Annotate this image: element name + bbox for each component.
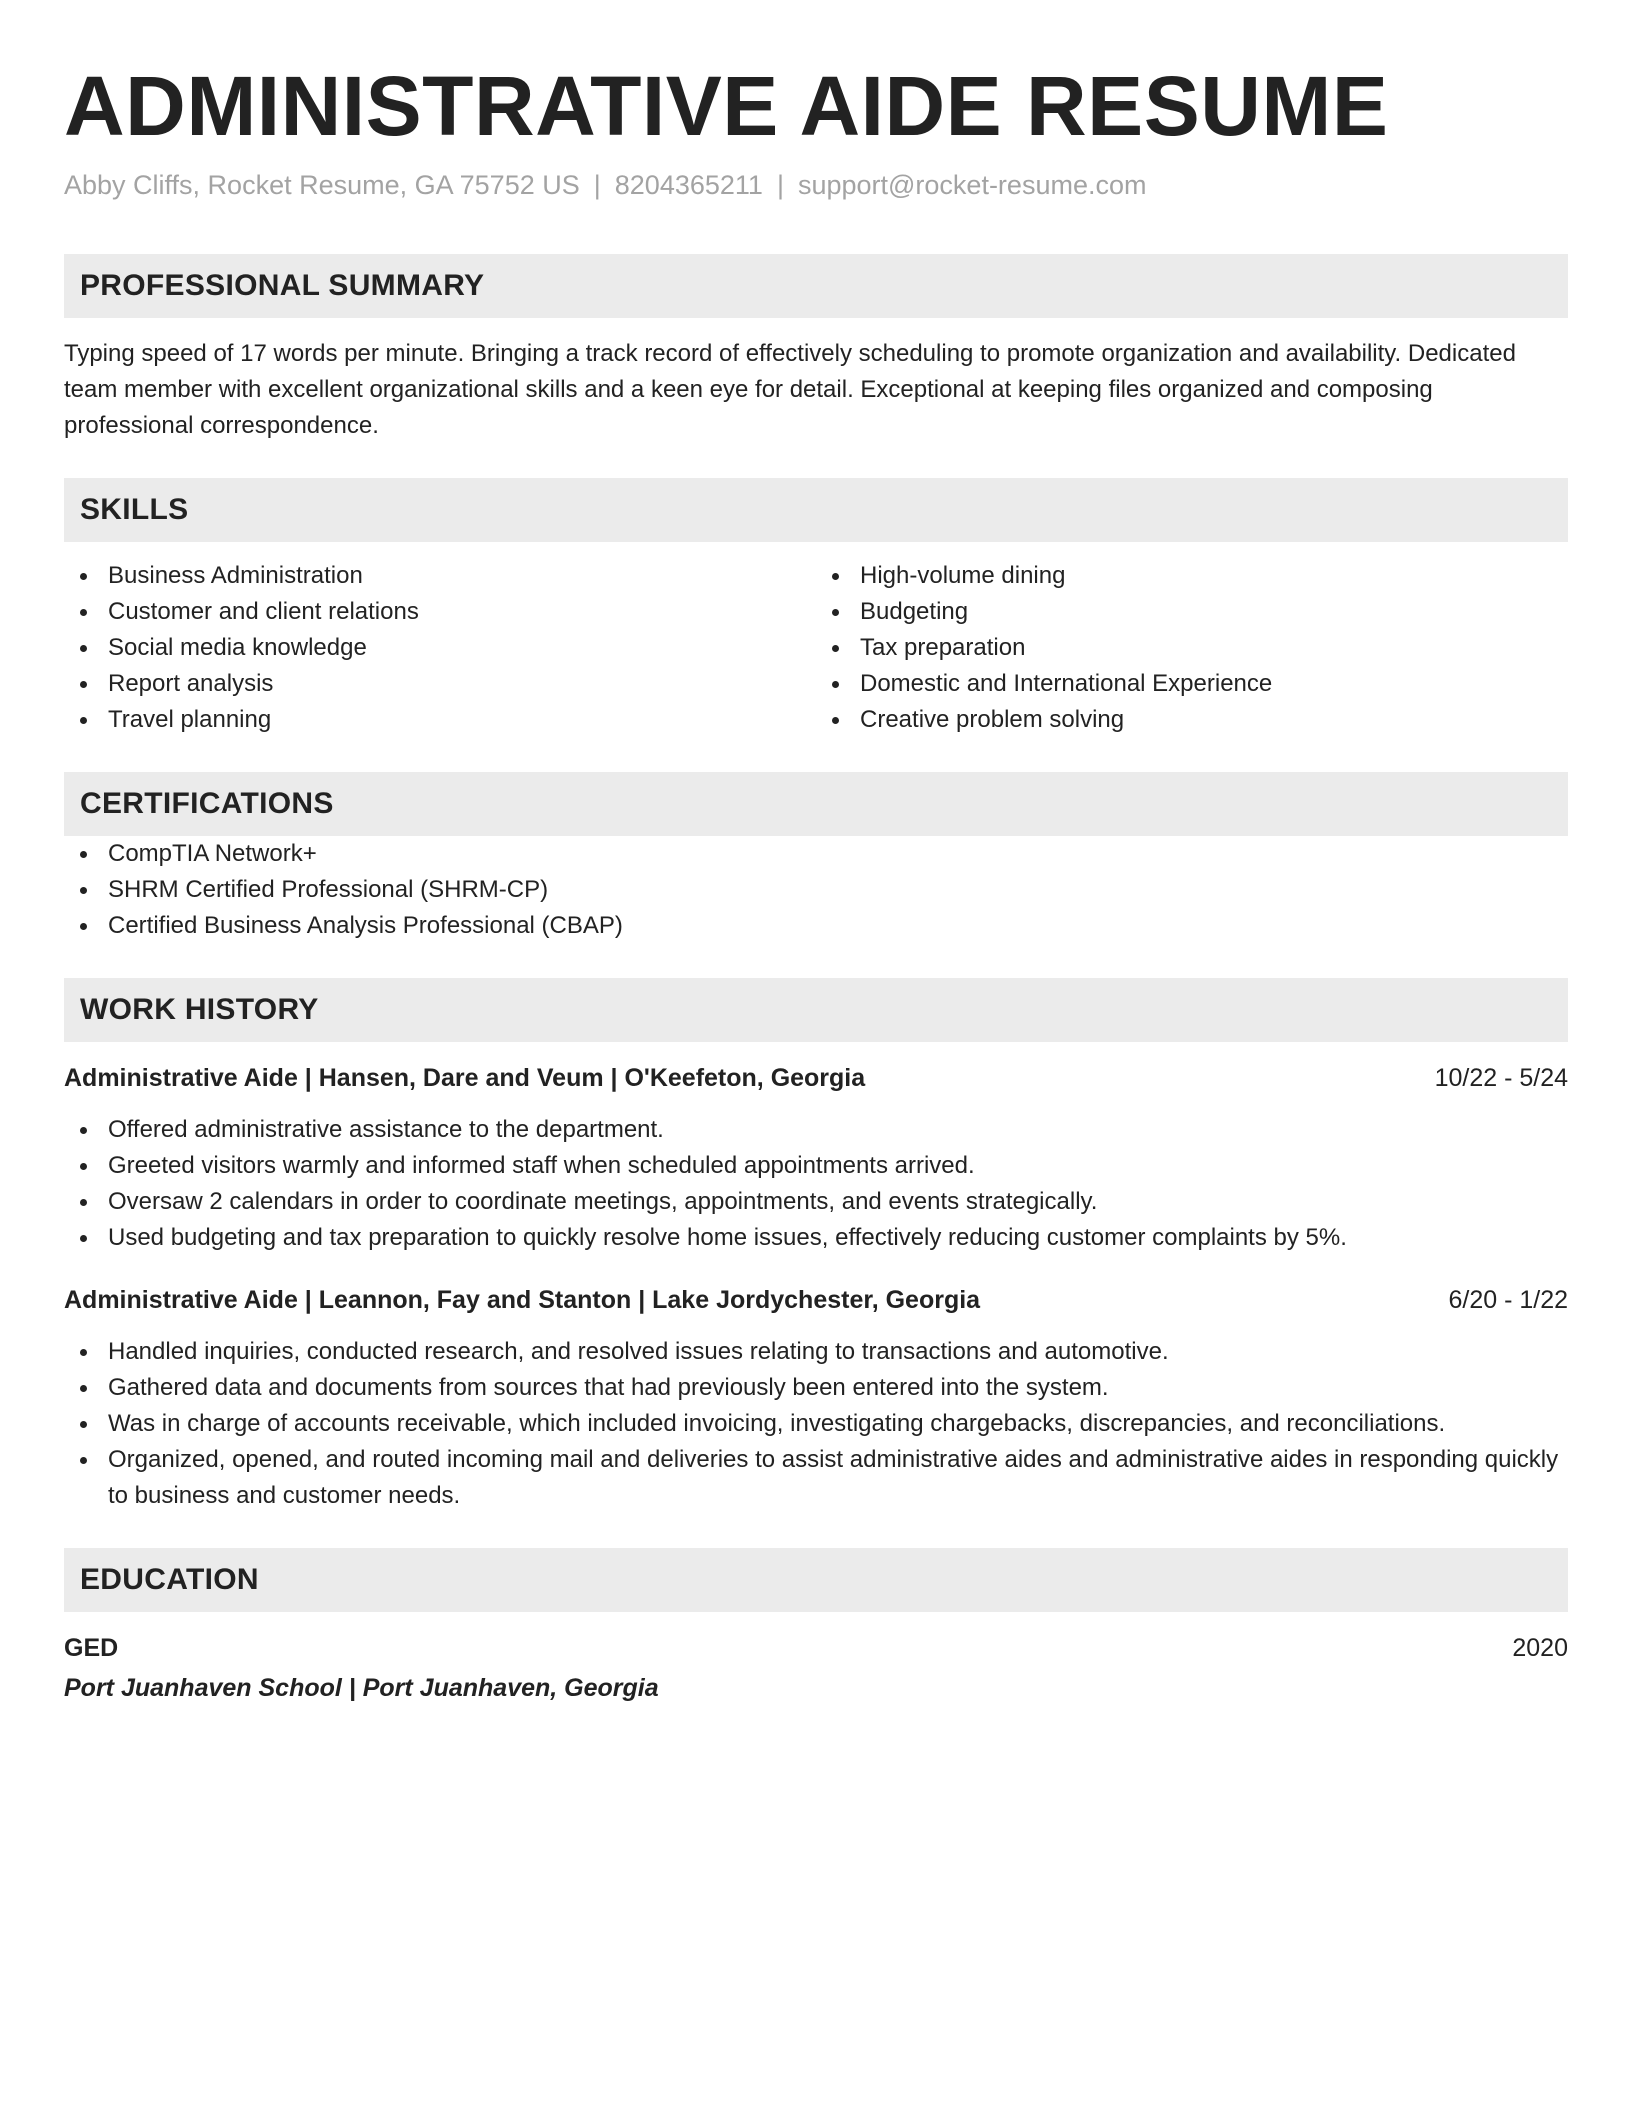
summary-heading: PROFESSIONAL SUMMARY (64, 254, 1568, 318)
skill-item: Creative problem solving (816, 702, 1568, 738)
job-header (64, 1060, 1568, 1096)
certifications-heading: CERTIFICATIONS (64, 772, 1568, 836)
job-duty: Oversaw 2 calendars in order to coordinate meetings, appointments, and events strategically. (64, 1184, 1568, 1220)
certification-item: CompTIA Network+ (64, 836, 1568, 872)
skill-item: Domestic and International Experience (816, 666, 1568, 702)
skill-item: Report analysis (64, 666, 816, 702)
job-duty: Organized, opened, and routed incoming mail and deliveries to assist administrative aides and administrative aides in responding quickly to business and customer needs. (64, 1442, 1568, 1514)
job-duty: Greeted visitors warmly and informed staff when scheduled appointments arrived. (64, 1148, 1568, 1184)
certifications-list (64, 836, 1568, 944)
skills-heading: SKILLS (64, 478, 1568, 542)
skill-item: High-volume dining (816, 558, 1568, 594)
job-dates: 6/20 - 1/22 (1448, 1286, 1568, 1314)
contact-phone: 8204365211 (614, 170, 763, 200)
job-header (64, 1282, 1568, 1318)
job-dates: 10/22 - 5/24 (1434, 1064, 1568, 1092)
education-heading: EDUCATION (64, 1548, 1568, 1612)
contact-separator: | (593, 170, 601, 200)
school: Port Juanhaven School | Port Juanhaven, Georgia (64, 1674, 659, 1702)
job-duties (64, 1334, 1568, 1514)
contact-address: Abby Cliffs, Rocket Resume, GA 75752 US (64, 170, 580, 200)
job-title: Administrative Aide | Hansen, Dare and Veum | O'Keefeton, Georgia (64, 1064, 866, 1092)
education-header (64, 1630, 1568, 1666)
contact-separator: | (776, 170, 784, 200)
job-duty: Gathered data and documents from sources that had previously been entered into the system. (64, 1370, 1568, 1406)
skill-item: Business Administration (64, 558, 816, 594)
job-title: Administrative Aide | Leannon, Fay and Stanton | Lake Jordychester, Georgia (64, 1286, 981, 1314)
certification-item: Certified Business Analysis Professional (CBAP) (64, 908, 1568, 944)
skill-item: Customer and client relations (64, 594, 816, 630)
education-entry (64, 1630, 1568, 1706)
degree: GED (64, 1634, 119, 1662)
job-duty: Was in charge of accounts receivable, which included invoicing, investigating chargebacks, discrepancies, and reconciliations. (64, 1406, 1568, 1442)
skill-item: Tax preparation (816, 630, 1568, 666)
job-duty: Offered administrative assistance to the department. (64, 1112, 1568, 1148)
contact-email: support@rocket-resume.com (797, 170, 1147, 200)
skills-list (64, 558, 1568, 738)
job-duties (64, 1112, 1568, 1256)
skill-item: Travel planning (64, 702, 816, 738)
graduation-year: 2020 (1512, 1634, 1568, 1662)
job-duty: Used budgeting and tax preparation to quickly resolve home issues, effectively reducing customer complaints by 5%. (64, 1220, 1568, 1256)
skills-column-right (816, 558, 1568, 738)
skills-column-left (64, 558, 816, 738)
resume-title: ADMINISTRATIVE AIDE RESUME (64, 59, 1389, 153)
summary-text: Typing speed of 17 words per minute. Bringing a track record of effectively scheduling to promote organization and availability. Dedicated team member with excellent organizational skills and a keen eye for detail. Exceptional at keeping files organized and composing professional correspondence. (64, 340, 1516, 439)
skill-item: Social media knowledge (64, 630, 816, 666)
skill-item: Budgeting (816, 594, 1568, 630)
job-duty: Handled inquiries, conducted research, and resolved issues relating to transactions and automotive. (64, 1334, 1568, 1370)
contact-line (64, 168, 1568, 202)
job-entry (64, 1282, 1568, 1514)
certification-item: SHRM Certified Professional (SHRM-CP) (64, 872, 1568, 908)
work-history-heading: WORK HISTORY (64, 978, 1568, 1042)
job-entry (64, 1060, 1568, 1256)
